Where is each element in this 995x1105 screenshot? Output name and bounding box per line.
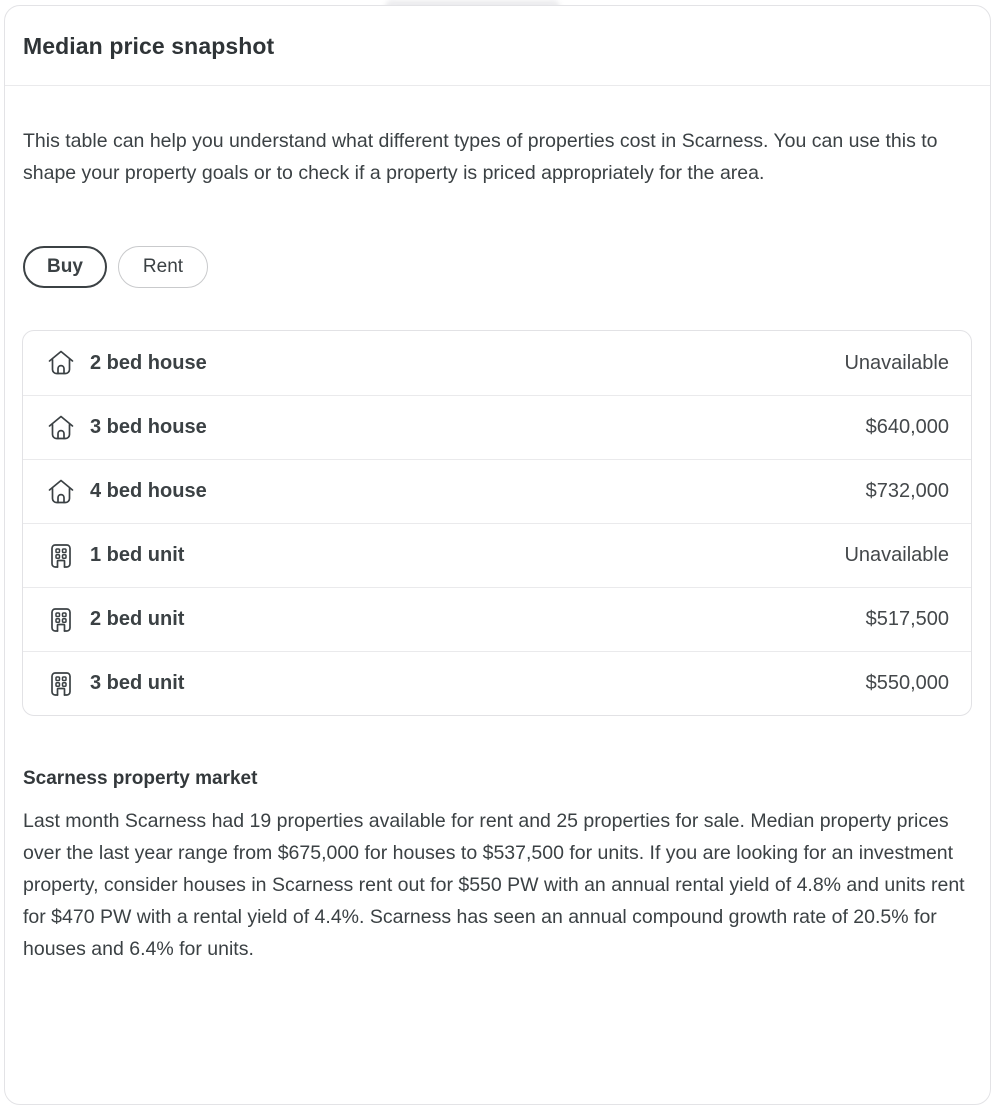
buy-rent-toggle — [23, 246, 972, 288]
row-label: 4 bed house — [90, 480, 207, 502]
row-price: $640,000 — [865, 416, 949, 438]
market-summary-body: Last month Scarness had 19 properties available for rent and 25 properties for sale. Median property prices over the last year range from $675,000 for houses to $537,500 for units. If you are looking for an investment property, consider houses in Scarness rent out for $550 PW with an annual rental yield of 4.8% and units rent for $470 PW with a rental yield of 4.4%. Scarness has seen an annual compound growth rate of 20.5% for houses and 6.4% for units. — [23, 810, 965, 960]
rent-toggle-button[interactable]: Rent — [118, 246, 208, 288]
row-price: $550,000 — [865, 672, 949, 694]
table-row — [23, 459, 971, 523]
unit-icon — [46, 541, 76, 571]
row-price: $732,000 — [865, 480, 949, 502]
unit-icon — [46, 605, 76, 635]
unit-icon — [46, 669, 76, 699]
buy-toggle-button[interactable]: Buy — [23, 246, 107, 288]
table-row — [23, 651, 971, 715]
row-price: $517,500 — [865, 608, 949, 630]
row-label: 2 bed house — [90, 351, 207, 374]
table-row — [23, 331, 971, 395]
median-price-snapshot-card — [4, 5, 991, 1105]
market-summary — [23, 768, 972, 965]
row-price: Unavailable — [844, 351, 949, 374]
table-row — [23, 587, 971, 651]
row-price: Unavailable — [844, 544, 949, 566]
table-row — [23, 523, 971, 587]
table-row — [23, 395, 971, 459]
row-label: 1 bed unit — [90, 544, 185, 566]
row-label: 2 bed unit — [90, 608, 185, 630]
snapshot-description: This table can help you understand what different types of properties cost in Scarness. You can use this to shape your property goals or to check if a property is priced appropriately for the area. — [23, 130, 938, 184]
market-summary-heading: Scarness property market — [23, 768, 258, 789]
house-icon — [46, 413, 76, 443]
page-title: Median price snapshot — [23, 33, 275, 59]
row-label: 3 bed unit — [90, 672, 185, 694]
card-body — [5, 125, 990, 965]
house-icon — [46, 477, 76, 507]
row-label: 3 bed house — [90, 416, 207, 438]
card-header — [5, 6, 990, 86]
house-icon — [46, 348, 76, 378]
price-table — [22, 330, 972, 716]
